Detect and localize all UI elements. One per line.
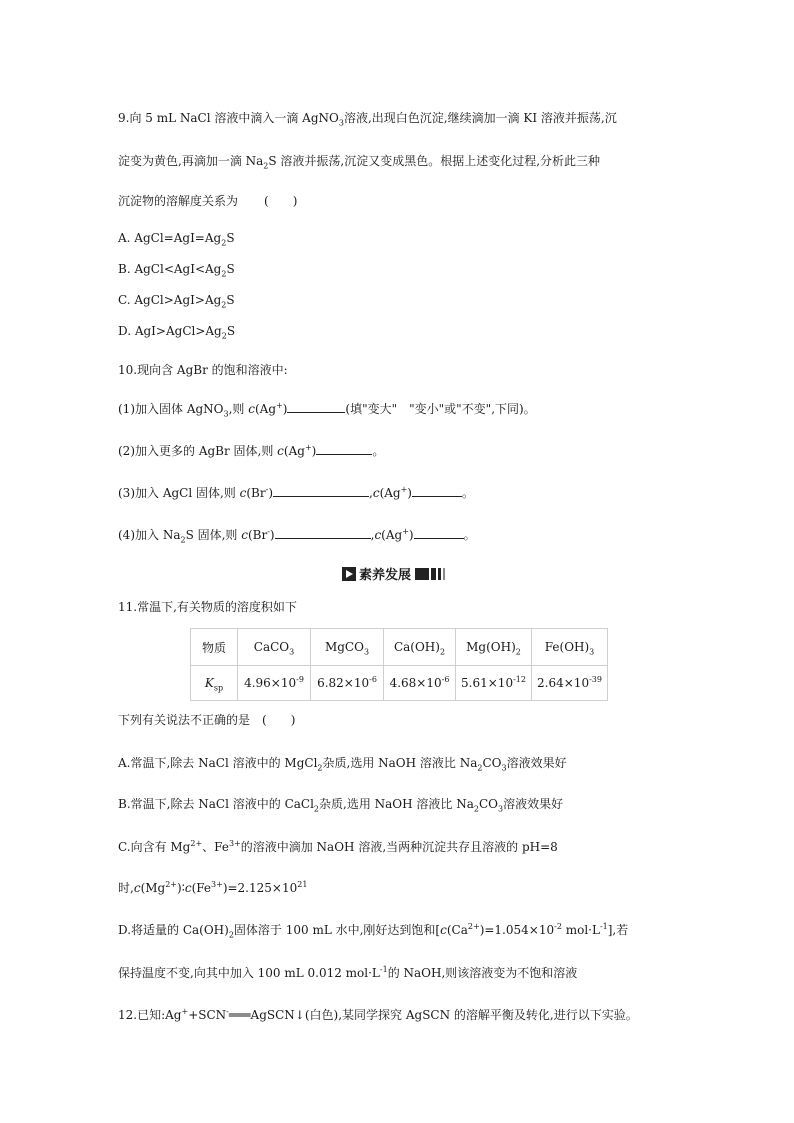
answer-blank[interactable] [412, 485, 462, 497]
decor-bar [431, 568, 436, 580]
sup: -6 [441, 675, 450, 684]
sub: 2 [221, 300, 227, 310]
sub: 2 [221, 238, 227, 248]
sub: 3 [338, 118, 344, 128]
q9-line-1 [118, 110, 617, 126]
q9-text: 沉淀物的溶解度关系为 [118, 194, 239, 208]
option-text: ],若 [607, 923, 629, 937]
sub: 2 [439, 647, 446, 657]
option-text: A. AgCl=AgI=Ag [118, 231, 222, 245]
compound: MgCO [324, 640, 364, 654]
sub: 2 [515, 647, 521, 657]
c-symbol: c [239, 486, 247, 500]
table-cell [238, 666, 311, 701]
sub: 3 [501, 763, 507, 773]
answer-paren: ( ) [264, 194, 298, 208]
answer-blank[interactable] [287, 401, 345, 413]
c-symbol: c [184, 881, 192, 895]
q11-option-d-cont [118, 965, 577, 981]
option-text: D.将适量的 Ca(OH) [118, 923, 229, 937]
q11-option-c-cont [118, 880, 307, 896]
sub: 2 [317, 763, 323, 773]
sub: 2 [313, 804, 320, 814]
q10-text: ) [268, 486, 273, 500]
compound: Mg(OH) [466, 640, 516, 654]
c-symbol: c [133, 881, 141, 895]
value: 2.64×10 [537, 676, 590, 690]
option-text: S [226, 324, 236, 338]
sup: 2+ [190, 839, 203, 848]
option-text: (Fe [191, 881, 212, 895]
q10-text: (Ag [283, 444, 305, 458]
option-text: 的溶液中滴加 NaOH 溶液,当两种沉淀共存且溶液的 pH=8 [240, 840, 558, 854]
c-symbol: c [248, 402, 255, 416]
table-cell [532, 666, 608, 701]
q10-text: ) [282, 402, 288, 416]
sup: 2+ [165, 880, 178, 889]
c-symbol: c [440, 923, 447, 937]
table-cell [384, 666, 456, 701]
table-header-row [191, 629, 608, 666]
option-text: CO [478, 797, 499, 811]
option-text: 溶液效果好 [503, 797, 564, 811]
option-text: C. AgCl>AgI>Ag [118, 293, 222, 307]
q10-part-1 [118, 401, 536, 417]
c-symbol: c [372, 486, 380, 500]
q10-text: 。 [372, 444, 385, 458]
q10-text: (2)加入更多的 AgBr 固体,则 [118, 444, 278, 458]
option-text: A.常温下,除去 NaCl 溶液中的 MgCl [118, 756, 318, 770]
table-row [191, 666, 608, 701]
q9-option-a [118, 230, 235, 246]
answer-blank[interactable] [273, 485, 369, 497]
section-title: 素养发展 [359, 568, 412, 583]
q10-part-4 [118, 527, 476, 543]
ksp-symbol: K [204, 676, 214, 690]
q12-text: 12.已知:Ag [118, 1008, 182, 1022]
q12-text: AgSCN↓(白色),某同学探究 AgSCN 的溶解平衡及转化,进行以下实验。 [250, 1008, 638, 1022]
option-text: )=2.125×10 [222, 881, 298, 895]
q11-text: 下列有关说法不正确的是 [118, 713, 251, 727]
q10-text: (1)加入固体 AgNO [118, 402, 224, 416]
play-icon [342, 567, 356, 581]
sup: -6 [369, 675, 377, 684]
sup: + [400, 485, 408, 494]
sup: + [181, 1007, 189, 1016]
option-text: (Ca [446, 923, 468, 937]
q10-text: (填"变大" "变小"或"不变",下同)。 [345, 402, 536, 416]
q11-question [118, 712, 295, 728]
option-text: 时, [118, 881, 134, 895]
q9-text: 溶液,出现白色沉淀,继续滴加一滴 KI 溶液并振荡,沉 [343, 111, 617, 125]
sub: 2 [221, 331, 227, 341]
c-symbol: c [277, 444, 284, 458]
sup: + [304, 443, 312, 452]
answer-blank[interactable] [316, 443, 372, 455]
q9-text: S 溶液并振荡,沉淀又变成黑色。根据上述变化过程,分析此三种 [268, 154, 601, 168]
sub: 3 [223, 409, 229, 419]
option-text: )∶ [177, 881, 185, 895]
sup: 2+ [467, 922, 480, 931]
option-text: CO [482, 756, 502, 770]
option-text: 的 NaOH,则该溶液变为不饱和溶液 [387, 966, 578, 980]
table-cell [191, 666, 238, 701]
sub: 2 [221, 269, 227, 279]
sup: 21 [297, 880, 308, 889]
option-text: D. AgI>AgCl>Ag [118, 324, 222, 338]
option-text: S [226, 293, 235, 307]
compound: CaCO [253, 640, 290, 654]
sup: -39 [589, 675, 602, 684]
q10-text: (4)加入 Na [118, 528, 181, 542]
sub: 2 [228, 930, 234, 940]
sub: 2 [477, 763, 483, 773]
q10-part-2 [118, 443, 384, 459]
option-text: 保持温度不变,向其中加入 100 mL 0.012 mol·L [118, 966, 380, 980]
sup: -1 [379, 965, 388, 974]
decor-bar [443, 568, 445, 580]
q10-text: (Br [246, 486, 266, 500]
option-text: (Mg [140, 881, 166, 895]
sub: 3 [289, 647, 295, 657]
option-text: S [226, 231, 235, 245]
q10-text: (Ag [379, 486, 401, 500]
compound: Ca(OH) [393, 640, 440, 654]
sup: - [226, 1007, 229, 1016]
q10-text: ) [407, 486, 412, 500]
q9-option-d [118, 323, 235, 339]
q11-stem: 11.常温下,有关物质的溶度积如下 [118, 600, 297, 614]
option-text: 、Fe [202, 840, 229, 854]
sub: sp [213, 683, 224, 693]
q10-text: 。 [463, 528, 476, 542]
answer-blank[interactable] [414, 527, 464, 539]
c-symbol: c [241, 528, 248, 542]
q10-text: ) [311, 444, 317, 458]
value: 5.61×10 [461, 676, 514, 690]
table-header-cell [456, 629, 532, 666]
sup: -1 [599, 922, 608, 931]
compound: Fe(OH) [544, 640, 590, 654]
ksp-table [190, 628, 608, 701]
q11-option-a [118, 755, 567, 771]
sup: 3+ [211, 880, 223, 889]
option-text: B.常温下,除去 NaCl 溶液中的 CaCl [118, 797, 314, 811]
option-text: )=1.054×10 [479, 923, 555, 937]
table-header-cell: 物质 [191, 629, 238, 666]
sub: 2 [473, 804, 479, 814]
section-banner [342, 565, 447, 582]
q11-option-d [118, 922, 628, 938]
sub: 3 [363, 647, 370, 657]
answer-paren: ( ) [262, 713, 296, 727]
option-text: 杂质,选用 NaOH 溶液比 Na [322, 756, 478, 770]
decor-bar [415, 568, 429, 580]
sup: 3+ [228, 839, 241, 848]
option-text: 杂质,选用 NaOH 溶液比 Na [319, 797, 474, 811]
q10-text: (Ag [254, 402, 276, 416]
option-text: S [226, 262, 235, 276]
q9-text: 淀变为黄色,再滴加一滴 Na [118, 154, 264, 168]
sup: - [267, 527, 270, 536]
table-header-cell [532, 629, 608, 666]
sub: 2 [263, 161, 269, 171]
sup: - [265, 485, 269, 494]
table-header-cell [311, 629, 384, 666]
c-symbol: c [374, 528, 382, 542]
option-text: 固体溶于 100 mL 水中,刚好达到饱和[ [233, 923, 441, 937]
value: 6.82×10 [317, 676, 370, 690]
q9-option-b [118, 261, 235, 277]
sub: 2 [180, 535, 186, 545]
option-text: mol·L [561, 923, 600, 937]
q12-text: +SCN [188, 1008, 227, 1022]
option-text: C.向含有 Mg [118, 840, 191, 854]
q10-text: (3)加入 AgCl 固体,则 [118, 486, 240, 500]
sup: + [276, 401, 283, 410]
q9-text: 9.向 5 mL NaCl 溶液中滴入一滴 AgNO [118, 111, 339, 125]
q10-stem: 10.现向含 AgBr 的饱和溶液中: [118, 363, 288, 377]
q9-line-2 [118, 153, 600, 169]
equilibrium-sign: ═══ [228, 1008, 251, 1022]
sub: 3 [498, 804, 504, 814]
q11-option-b [118, 796, 563, 812]
option-text: B. AgCl<AgI<Ag [118, 262, 222, 276]
sub: 3 [589, 647, 595, 657]
option-text: 溶液效果好 [506, 756, 567, 770]
answer-blank[interactable] [275, 527, 371, 539]
sup: -2 [554, 922, 562, 931]
q9-line-3 [118, 193, 297, 209]
decor-bar [438, 568, 441, 580]
sup: -12 [513, 675, 526, 684]
q10-text: (Br [247, 528, 268, 542]
table-cell [311, 666, 384, 701]
q11-option-c [118, 839, 558, 855]
q10-part-3 [118, 485, 474, 501]
table-header-cell [384, 629, 456, 666]
value: 4.96×10 [244, 676, 297, 690]
q10-text: 。 [461, 486, 474, 500]
q10-text: ,则 [228, 402, 249, 416]
q10-text: (Ag [381, 528, 403, 542]
sup: -9 [296, 675, 304, 684]
q10-text: , [369, 486, 373, 500]
q10-text: , [370, 528, 375, 542]
q9-option-c [118, 292, 235, 308]
q10-text: S 固体,则 [185, 528, 242, 542]
value: 4.68×10 [389, 676, 442, 690]
sup: + [402, 527, 409, 536]
table-header-cell [238, 629, 311, 666]
q10-text: ) [269, 528, 275, 542]
table-cell [456, 666, 532, 701]
q10-text: ) [408, 528, 414, 542]
q12-stem [118, 1007, 638, 1023]
